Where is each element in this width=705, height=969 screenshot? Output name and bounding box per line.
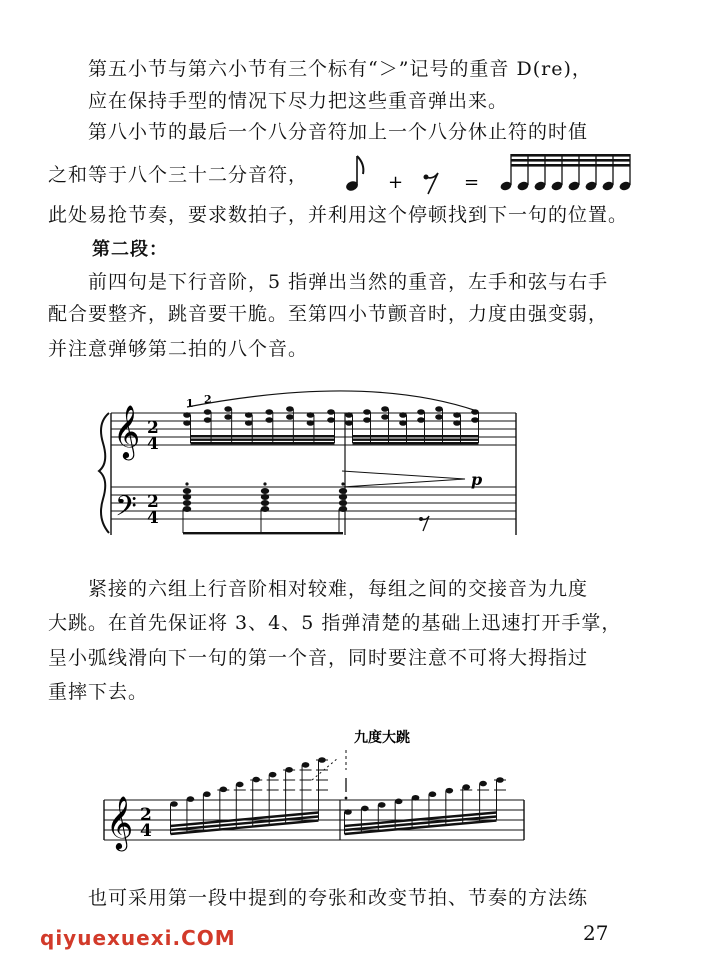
note-head: [261, 506, 269, 512]
text-line: 第八小节的最后一个八分音符加上一个八分休止符的时值: [88, 121, 589, 143]
staccato-dot: [185, 482, 188, 485]
note-head: [183, 494, 191, 500]
note-head: [446, 788, 454, 794]
note-head: [236, 782, 244, 788]
note-beam: [353, 435, 479, 437]
page-number: 27: [583, 921, 609, 945]
note-head: [453, 420, 461, 426]
note-head: [378, 802, 386, 808]
rhythm-equation: [330, 150, 650, 200]
note-head: [339, 506, 347, 512]
thirty-second-notes-icon: [499, 154, 631, 192]
text-line: 之和等于八个三十二分音符，: [48, 164, 309, 186]
note-head: [261, 488, 269, 494]
note-head: [471, 417, 479, 423]
note-head: [471, 409, 479, 415]
note-head: [204, 409, 212, 415]
text-line: 并注意弹够第二拍的八个音。: [48, 338, 309, 360]
time-signature-top: 2: [147, 418, 159, 438]
note-head: [245, 412, 253, 418]
note-head: [265, 417, 273, 423]
note-head: [417, 409, 425, 415]
music-score-2: [100, 720, 530, 860]
note-head: [170, 801, 178, 807]
note-head: [261, 500, 269, 506]
note-head: [183, 506, 191, 512]
note-head: [363, 409, 371, 415]
text-line: 前四句是下行音阶，5 指弹出当然的重音，左手和弦与右手: [88, 271, 609, 293]
note-head: [183, 412, 191, 418]
music-score-1: [95, 383, 535, 553]
site-watermark: qiyuexuexi.COM: [40, 926, 236, 950]
note-head: [429, 791, 437, 797]
treble-clef-icon: 𝄞: [106, 795, 134, 849]
note-beam: [353, 439, 479, 441]
note-head: [462, 784, 470, 790]
note-beam: [191, 439, 335, 441]
note-head: [187, 796, 195, 802]
note-head: [265, 409, 273, 415]
text-line: 也可采用第一段中提到的夸张和改变节拍、节奏的方法练: [88, 887, 589, 909]
note-head: [399, 420, 407, 426]
note-head: [261, 494, 269, 500]
note-head: [307, 412, 315, 418]
note-beam: [511, 154, 630, 157]
bass-clef-icon: 𝄢: [115, 490, 137, 530]
note-head: [286, 406, 294, 412]
eighth-note-icon: [345, 156, 364, 192]
section-title: 第二段：: [92, 239, 168, 260]
note-head: [302, 762, 310, 768]
note-head: [344, 809, 352, 815]
text-line: 配合要整齐，跳音要干脆。至第四小节颤音时，力度由强变弱，: [48, 303, 609, 325]
plus-sign: +: [388, 172, 404, 193]
text-line: 呈小弧线滑向下一句的第一个音，同时要注意不可将大拇指过: [48, 647, 589, 669]
dynamic-marking: p: [471, 470, 483, 489]
note-head: [345, 412, 353, 418]
note-head: [363, 417, 371, 423]
time-signature-bottom: 4: [140, 821, 152, 841]
staccato-dot: [263, 482, 266, 485]
note-head: [339, 494, 347, 500]
time-signature-top: 2: [140, 805, 152, 825]
time-signature-bottom: 4: [147, 508, 159, 528]
eighth-rest-icon: [419, 516, 429, 531]
note-head: [204, 417, 212, 423]
equals-sign: =: [464, 172, 480, 193]
fingering-number: 2: [204, 393, 212, 406]
note-head: [203, 791, 211, 797]
time-signature-top: 2: [147, 492, 159, 512]
note-head: [245, 420, 253, 426]
note-beam: [183, 532, 343, 534]
note-head: [269, 772, 277, 778]
note-head: [381, 414, 389, 420]
treble-clef-icon: 𝄞: [113, 404, 141, 458]
score-annotation: 九度大跳: [354, 730, 410, 746]
text-line: 紧接的六组上行音阶相对较难，每组之间的交接音为九度: [88, 578, 589, 600]
note-head: [224, 414, 232, 420]
note-head: [381, 406, 389, 412]
note-head: [286, 414, 294, 420]
note-head: [327, 409, 335, 415]
note-head: [339, 488, 347, 494]
note-beam: [511, 159, 630, 162]
note-head: [453, 412, 461, 418]
note-head: [224, 406, 232, 412]
text-line: 大跳。在首先保证将 3、4、5 指弹清楚的基础上迅速打开手掌，: [48, 612, 622, 634]
note-head: [399, 412, 407, 418]
eighth-rest-icon: [424, 173, 439, 194]
fingering-number: 1: [186, 397, 194, 410]
staccato-dot: [341, 482, 344, 485]
text-line: 此处易抢节奏，要求数拍子，并利用这个停顿找到下一句的位置。: [48, 204, 629, 226]
note-head: [345, 420, 353, 426]
text-line: 重摔下去。: [48, 681, 149, 703]
note-head: [220, 787, 228, 793]
text-line: 第五小节与第六小节有三个标有“＞”记号的重音 D(re)，: [88, 58, 592, 80]
note-head: [183, 420, 191, 426]
note-head: [417, 417, 425, 423]
note-head: [361, 806, 369, 812]
grand-staff-brace-icon: [99, 413, 109, 533]
text-line: 应在保持手型的情况下尽力把这些重音弹出来。: [88, 90, 509, 112]
note-head: [307, 420, 315, 426]
note-beam: [191, 435, 335, 437]
note-head: [395, 799, 403, 805]
note-head: [412, 795, 420, 801]
time-signature-bottom: 4: [147, 434, 159, 454]
note-head: [435, 414, 443, 420]
note-head: [183, 500, 191, 506]
note-beam: [511, 164, 630, 167]
note-head: [183, 488, 191, 494]
note-beam: [191, 442, 335, 444]
note-head: [435, 406, 443, 412]
note-head: [327, 417, 335, 423]
note-beam: [353, 442, 479, 444]
note-head: [339, 500, 347, 506]
note-head: [479, 781, 487, 787]
decrescendo-hairpin: [342, 471, 465, 487]
